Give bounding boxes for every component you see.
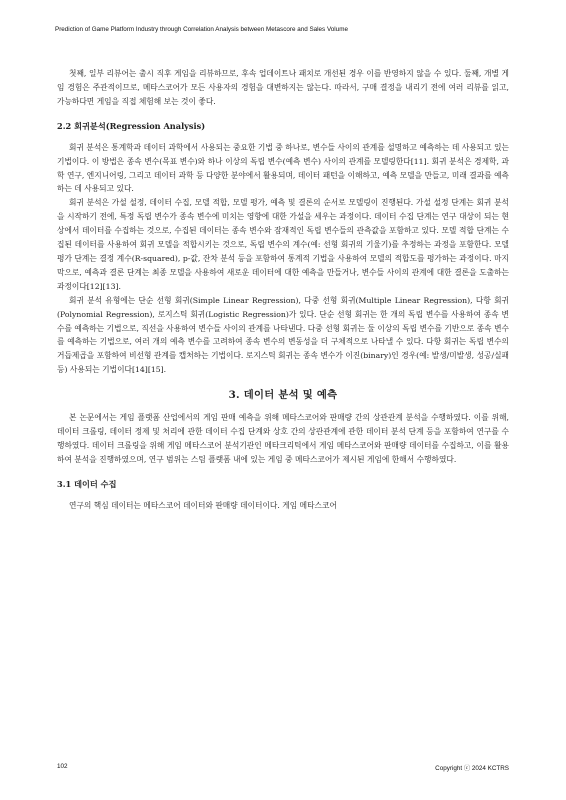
paragraph-metascore-limitations: 첫째, 일부 리뷰어는 출시 직후 게임을 리뷰하므로, 후속 업데이트나 패치로 개선된 경우 이를 반영하지 않을 수 있다. 둘째, 개별 게임 경험은 주관적이므로, 메타스코어가 모든 사용자의 경험을 대변하지는 않는다. 따라서, 구매 결정을 내리기 전에 여러 리뷰를 읽고, 가능하다면 게임을 직접 체험해 보는 것이 좋다. (57, 69, 509, 106)
article-body (57, 67, 509, 513)
paragraph-regression-steps: 회귀 분석은 가설 설정, 데이터 수집, 모델 적합, 모델 평가, 예측 및 결론의 순서로 모델링이 진행된다. 가설 설정 단계는 회귀 분석을 시작하기 전에, 특정 독립 변수가 종속 변수에 미치는 영향에 대한 가설을 세우는 과정이다. 데이터 수집 단계는 연구 대상이 되는 현상에서 데이터를 수집하는 것으로, 수집된 데이터는 종속 변수와 잠재적인 독립 변수들의 관측값을 포함하고 있다. 모델 적합 단계는 수집된 데이터를 사용하여 회귀 모델을 적합시키는 것으로, 독립 변수의 계수(예: 선형 회귀의 기울기)를 추정하는 과정을 포함한다. 모델 평가 단계는 결정 계수(R-squared), p-값, 잔차 분석 등을 포함하여 통계적 기법을 사용하여 모델의 적합도를 평가하는 과정이다. 마지막으로, 예측과 결론 단계는 최종 모델을 사용하여 새로운 데이터에 대한 예측을 만들거나, 변수들 사이의 관계에 대한 결론을 도출하는 과정이다[12][13]. (57, 198, 509, 291)
paragraph-analysis-overview: 본 논문에서는 게임 플랫폼 산업에서의 게임 판매 예측을 위해 메타스코어와 판매량 간의 상관관계 분석을 수행하였다. 이를 위해, 데이터 크롤링, 데이터 정제 및 처리에 관한 데이터 수집 단계와 상호 간의 상관관계에 관한 데이터 분석 단계 등을 포함하여 연구를 수행하였다. 데이터 크롤링을 위해 게임 메타스코어 분석기관인 메타크리틱에서 게임 메타스코어와 판매량 데이터를 수집하고, 이를 활용하여 분석을 진행하였으며, 연구 범위는 스팀 플랫폼 내에 있는 게임 중 메타스코어가 제시된 게임에 한해서 수행하였다. (57, 413, 509, 464)
subsection-heading-3-1: 3.1 데이터 수집 (57, 478, 117, 489)
paragraph-data-collection: 연구의 핵심 데이터는 메타스코어 데이터와 판매량 데이터이다. 게임 메타스코어 (69, 500, 337, 510)
subsection-heading-2-2: 2.2 회귀분석(Regression Analysis) (57, 120, 206, 131)
running-header: Prediction of Game Platform Industry through Correlation Analysis between Metascore and Sales Volume (55, 26, 348, 33)
paragraph-regression-types: 회귀 분석 유형에는 단순 선형 회귀(Simple Linear Regression), 다중 선형 회귀(Multiple Linear Regression), 다항 회귀(Polynomial Regression), 로지스틱 회귀(Logistic Regression)가 있다. 단순 선형 회귀는 한 개의 독립 변수를 사용하여 종속 변수를 예측하는 기법으로, 직선을 사용하여 변수들 사이의 관계를 나타낸다. 다중 선형 회귀는 둘 이상의 독립 변수를 기반으로 종속 변수를 예측하는 기법으로, 여러 개의 예측 변수를 고려하여 종속 변수의 변동성을 더 구체적으로 나타낼 수 있다. 다항 회귀는 독립 변수의 거듭제곱을 포함하여 비선형 관계를 캡처하는 기법이다. 로지스틱 회귀는 종속 변수가 이진(binary)인 경우(예: 발생/미발생, 성공/실패 등) 사용되는 기법이다[14][15]. (57, 295, 509, 375)
page-number: 102 (57, 763, 68, 770)
copyright-notice: Copyright ⓒ 2024 KCTRS (435, 765, 509, 772)
paragraph-regression-intro: 회귀 분석은 통계학과 데이터 과학에서 사용되는 중요한 기법 중 하나로, 변수들 사이의 관계를 설명하고 예측하는 데 사용되고 있는 기법이다. 이 방법은 종속 변수(목표 변수)와 하나 이상의 독립 변수(예측 변수) 사이의 관계를 모델링한다[11]. 회귀 분석은 경제학, 과학 연구, 엔지니어링, 그리고 데이터 과학 등 다양한 분야에서 활용되며, 데이터 패턴을 이해하고, 예측 모델을 만들고, 미래 결과를 예측하는 데 사용되고 있다. (57, 142, 509, 194)
section-heading-3: 3. 데이터 분석 및 예측 (228, 389, 338, 402)
